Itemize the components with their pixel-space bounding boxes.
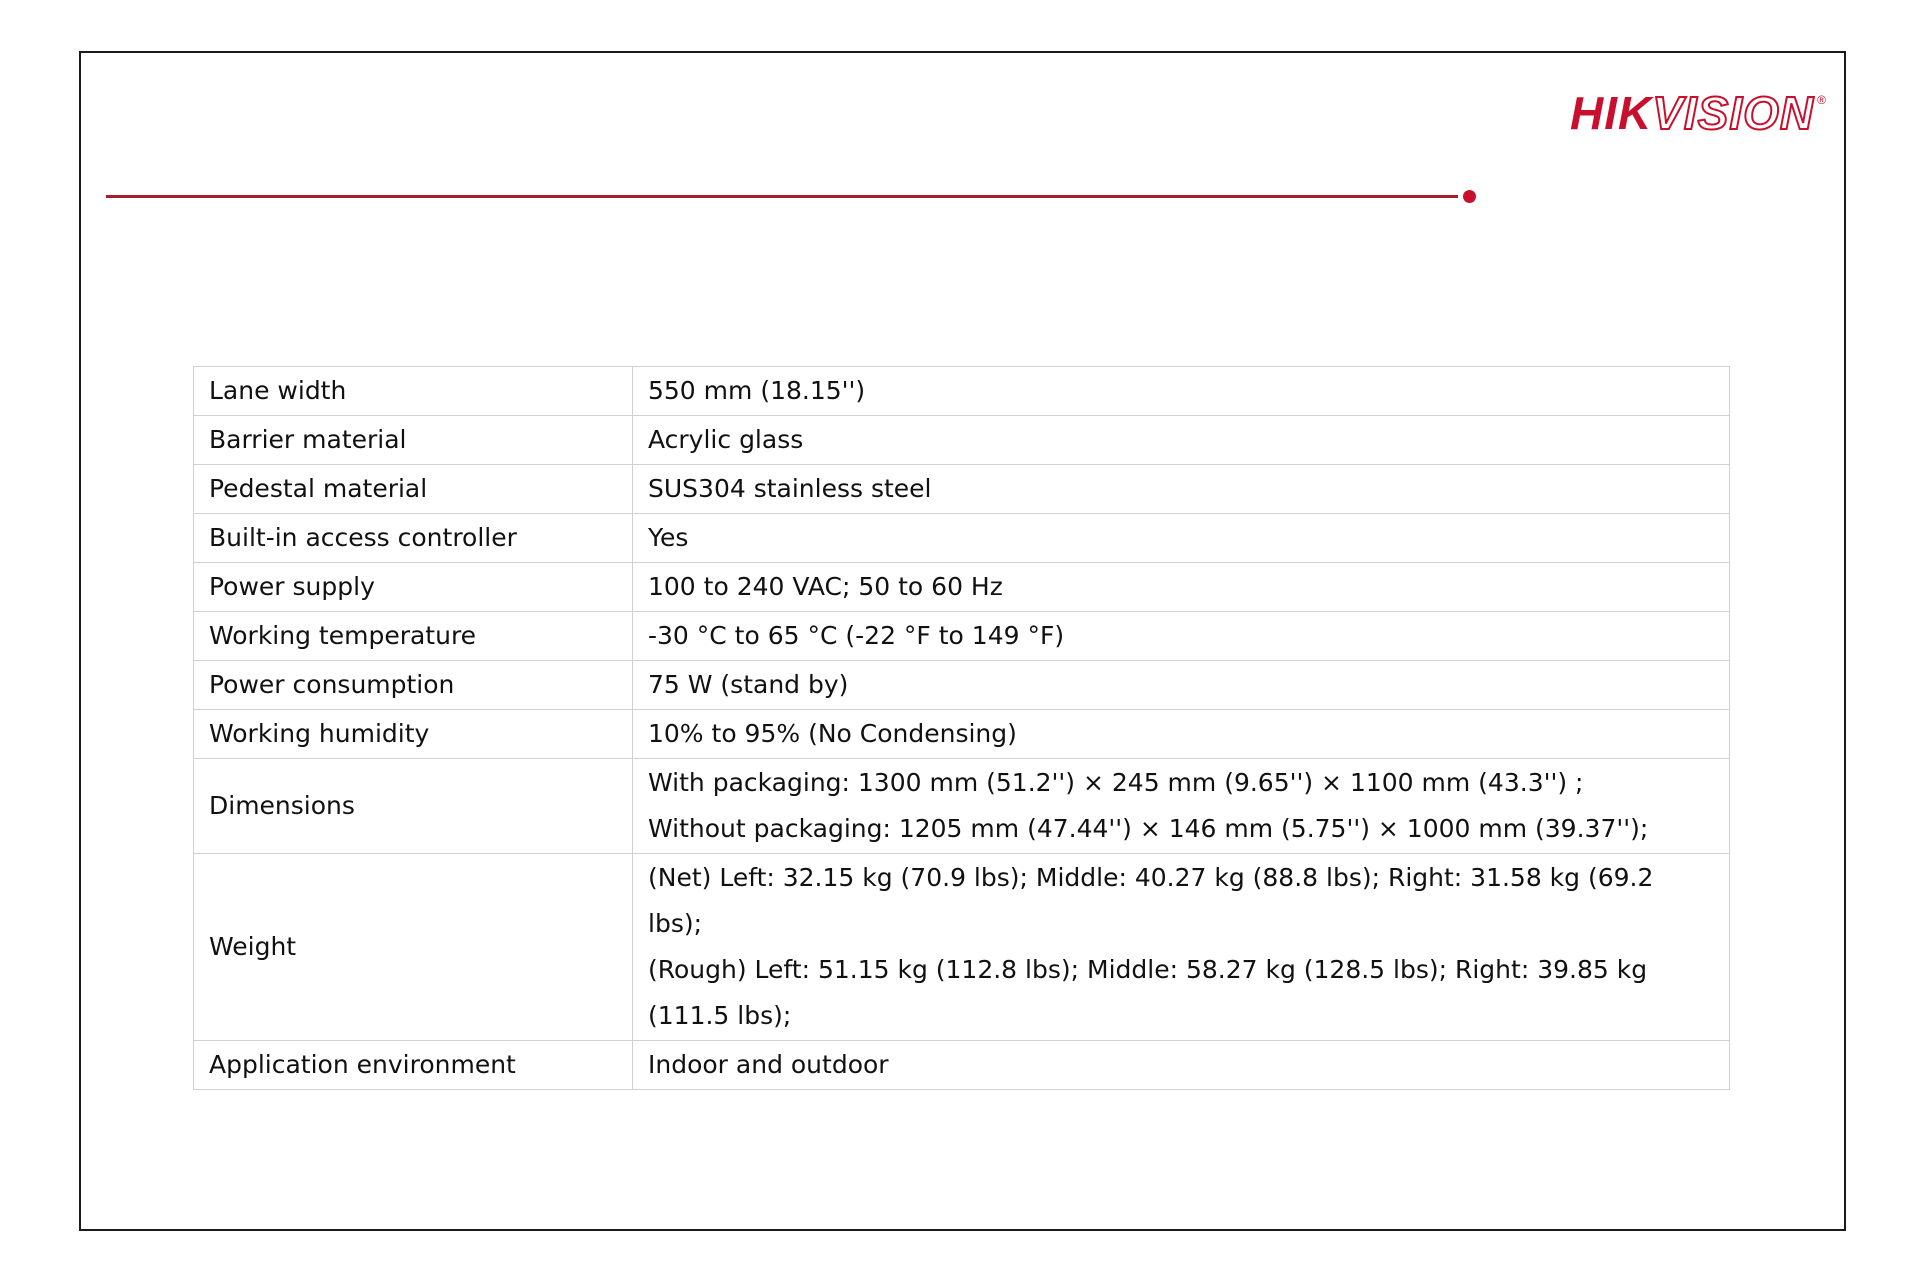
document-page (79, 51, 1846, 1231)
spec-label: Weight (194, 854, 633, 1041)
table-row (194, 367, 1730, 416)
table-row (194, 563, 1730, 612)
table-row (194, 710, 1730, 759)
spec-value-cell (633, 1041, 1730, 1090)
spec-value-cell (633, 563, 1730, 612)
table-row (194, 612, 1730, 661)
logo-text-primary: HIK (1569, 87, 1653, 139)
spec-value: Acrylic glass (648, 425, 804, 454)
spec-label: Power supply (194, 563, 633, 612)
spec-value-cell (633, 612, 1730, 661)
spec-value-cell (633, 710, 1730, 759)
spec-value: -30 °C to 65 °C (-22 °F to 149 °F) (648, 621, 1065, 650)
table-row (194, 1041, 1730, 1090)
spec-value-cell (633, 854, 1730, 1041)
spec-value: Without packaging: 1205 mm (47.44'') × 146 mm (5.75'') × 1000 mm (39.37''); (648, 814, 1649, 843)
spec-label: Dimensions (194, 759, 633, 854)
spec-value: SUS304 stainless steel (648, 474, 932, 503)
spec-value-cell (633, 661, 1730, 710)
spec-value: 550 mm (18.15'') (648, 376, 866, 405)
spec-label: Built-in access controller (194, 514, 633, 563)
spec-label: Application environment (194, 1041, 633, 1090)
header-divider (106, 195, 1458, 198)
spec-value: Indoor and outdoor (648, 1050, 889, 1079)
spec-label: Power consumption (194, 661, 633, 710)
table-row (194, 416, 1730, 465)
specifications-table-body (194, 367, 1730, 1090)
spec-value: 10% to 95% (No Condensing) (648, 719, 1017, 748)
spec-value: 75 W (stand by) (648, 670, 849, 699)
spec-label: Pedestal material (194, 465, 633, 514)
header-divider-dot (1463, 190, 1476, 203)
table-row (194, 759, 1730, 854)
spec-value: Yes (648, 523, 689, 552)
spec-value-cell (633, 759, 1730, 854)
spec-label: Working humidity (194, 710, 633, 759)
table-row (194, 854, 1730, 1041)
spec-value: (Rough) Left: 51.15 kg (112.8 lbs); Middle: 58.27 kg (128.5 lbs); Right: 39.85 kg (111.5 lbs); (648, 955, 1648, 1030)
spec-value-cell (633, 514, 1730, 563)
logo-text-secondary: VISION (1652, 87, 1815, 139)
brand-logo (1569, 87, 1827, 139)
spec-value-cell (633, 465, 1730, 514)
spec-label: Barrier material (194, 416, 633, 465)
table-row (194, 465, 1730, 514)
spec-value-cell (633, 416, 1730, 465)
logo-registered-mark: ® (1817, 93, 1827, 107)
spec-value-cell (633, 367, 1730, 416)
spec-label: Lane width (194, 367, 633, 416)
spec-label: Working temperature (194, 612, 633, 661)
spec-value: 100 to 240 VAC; 50 to 60 Hz (648, 572, 1003, 601)
specifications-table (193, 366, 1730, 1090)
table-row (194, 661, 1730, 710)
spec-value: (Net) Left: 32.15 kg (70.9 lbs); Middle: 40.27 kg (88.8 lbs); Right: 31.58 kg (69.2 lbs); (648, 863, 1654, 938)
spec-value: With packaging: 1300 mm (51.2'') × 245 mm (9.65'') × 1100 mm (43.3'') ; (648, 768, 1584, 797)
table-row (194, 514, 1730, 563)
